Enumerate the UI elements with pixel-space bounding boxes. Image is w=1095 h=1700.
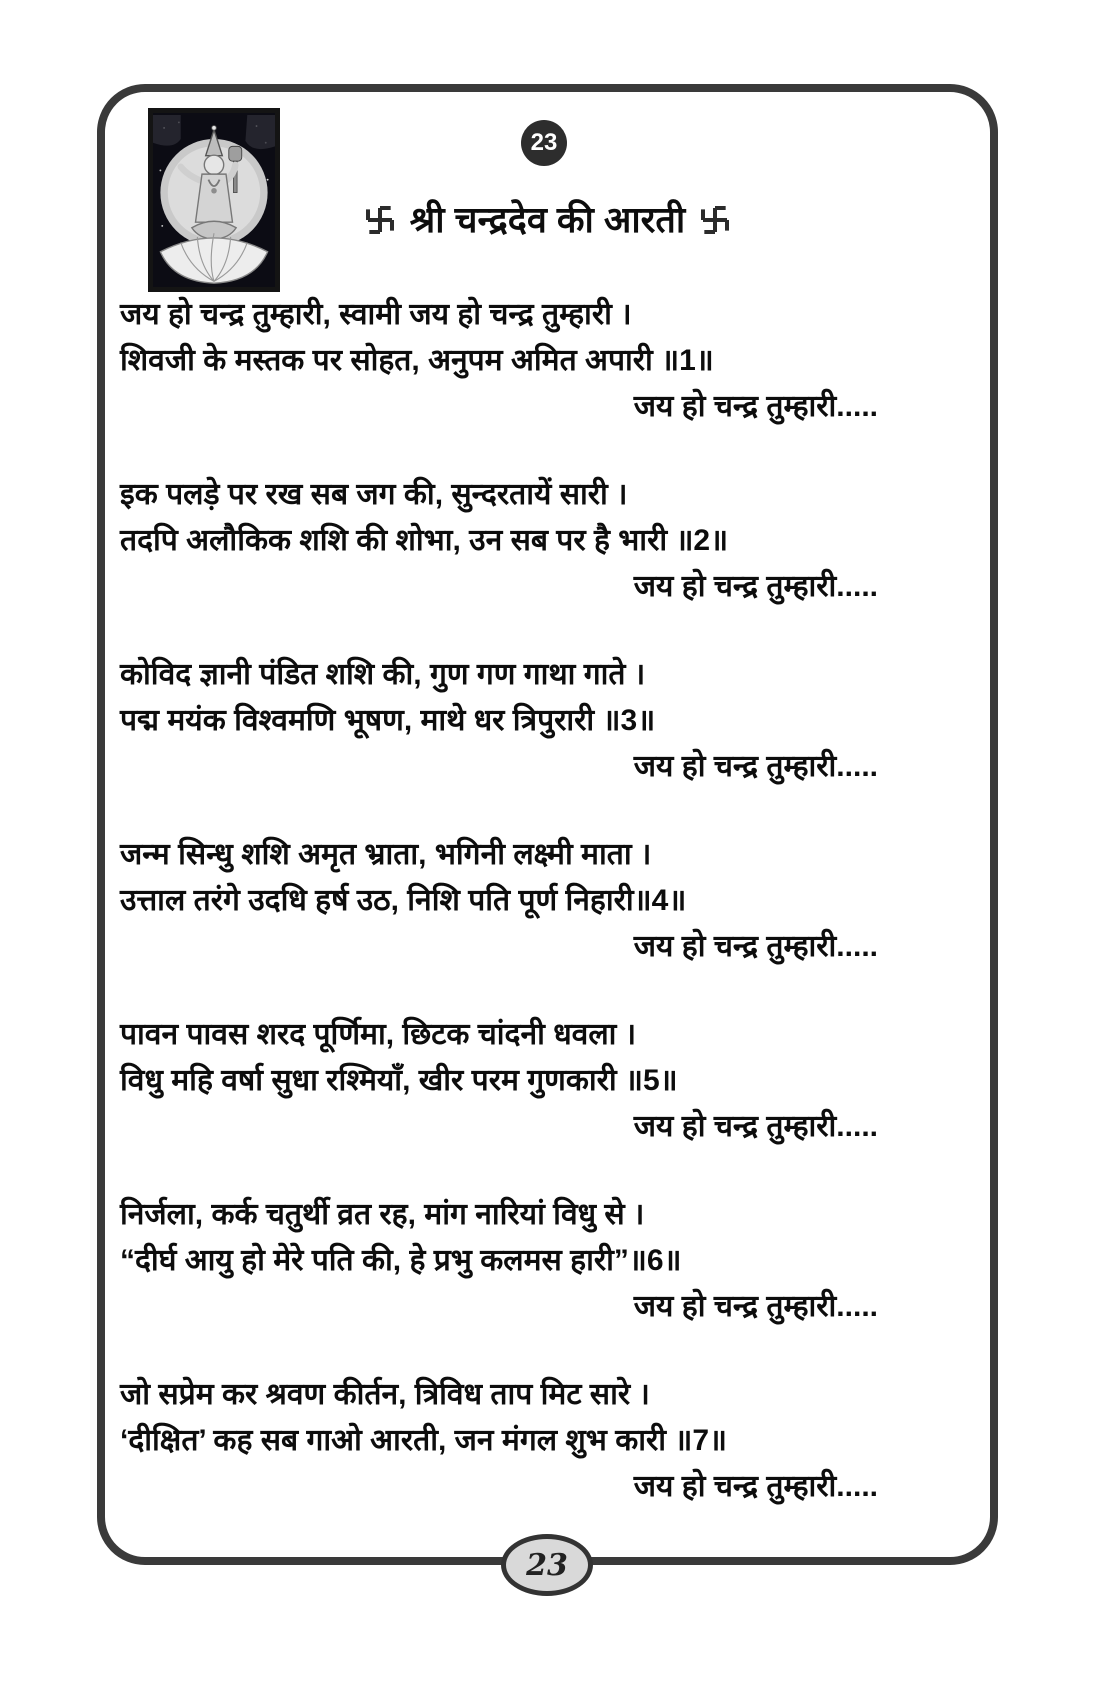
verse-1 xyxy=(120,292,878,430)
top-page-number-badge xyxy=(521,120,567,166)
verse-7 xyxy=(120,1372,878,1510)
page-title-text: श्री चन्द्रदेव की आरती xyxy=(409,199,686,240)
page-title xyxy=(97,194,998,245)
verse-line-1: जो सप्रेम कर श्रवण कीर्तन, त्रिविध ताप मिट सारे । xyxy=(120,1378,650,1411)
verse-line-1: पावन पावस शरद पूर्णिमा, छिटक चांदनी धवला । xyxy=(120,1018,637,1051)
bottom-page-number-badge xyxy=(501,1534,593,1596)
verse-refrain: जय हो चन्द्र तुम्हारी..... xyxy=(633,930,878,963)
verse-line-2: पद्म मयंक विश्वमणि भूषण, माथे धर त्रिपुरारी ॥3॥ xyxy=(120,704,656,737)
verse-5 xyxy=(120,1012,878,1150)
verse-refrain: जय हो चन्द्र तुम्हारी..... xyxy=(633,1470,878,1503)
top-page-number: 23 xyxy=(530,129,558,156)
verse-line-2: उत्ताल तरंगे उदधि हर्ष उठ, निशि पति पूर्ण निहारी॥4॥ xyxy=(120,884,687,917)
verse-line-2: तदपि अलौकिक शशि की शोभा, उन सब पर है भारी ॥2॥ xyxy=(120,524,729,557)
verse-refrain: जय हो चन्द्र तुम्हारी..... xyxy=(633,1110,878,1143)
verse-line-2: “दीर्घ आयु हो मेरे पति की, हे प्रभु कलमस हारी”॥6॥ xyxy=(120,1244,682,1277)
verse-line-1: जन्म सिन्धु शशि अमृत भ्राता, भगिनी लक्ष्मी माता । xyxy=(120,838,652,871)
verse-refrain: जय हो चन्द्र तुम्हारी..... xyxy=(633,570,878,603)
bottom-page-number: 23 xyxy=(526,1547,568,1583)
verse-refrain: जय हो चन्द्र तुम्हारी..... xyxy=(633,1290,878,1323)
verse-line-1: जय हो चन्द्र तुम्हारी, स्वामी जय हो चन्द्र तुम्हारी । xyxy=(120,298,632,331)
swastika-icon xyxy=(699,203,731,245)
verse-2 xyxy=(120,472,878,610)
verse-line-2: विधु महि वर्षा सुधा रश्मियाँ, खीर परम गुणकारी ॥5॥ xyxy=(120,1064,678,1097)
mace-icon xyxy=(229,146,242,161)
aarti-verses xyxy=(120,292,878,1552)
verse-refrain: जय हो चन्द्र तुम्हारी..... xyxy=(633,750,878,783)
verse-line-1: कोविद ज्ञानी पंडित शशि की, गुण गण गाथा गाते । xyxy=(120,658,646,691)
verse-6 xyxy=(120,1192,878,1330)
verse-4 xyxy=(120,832,878,970)
verse-3 xyxy=(120,652,878,790)
verse-line-1: इक पलड़े पर रख सब जग की, सुन्दरतायें सारी । xyxy=(120,478,628,511)
verse-line-2: शिवजी के मस्तक पर सोहत, अनुपम अमित अपारी ॥1॥ xyxy=(120,344,714,377)
verse-refrain: जय हो चन्द्र तुम्हारी..... xyxy=(633,390,878,423)
swastika-icon xyxy=(364,203,396,245)
verse-line-2: ‘दीक्षित’ कह सब गाओ आरती, जन मंगल शुभ कारी ॥7॥ xyxy=(120,1424,728,1457)
verse-line-1: निर्जला, कर्क चतुर्थी व्रत रह, मांग नारियां विधु से । xyxy=(120,1198,645,1231)
